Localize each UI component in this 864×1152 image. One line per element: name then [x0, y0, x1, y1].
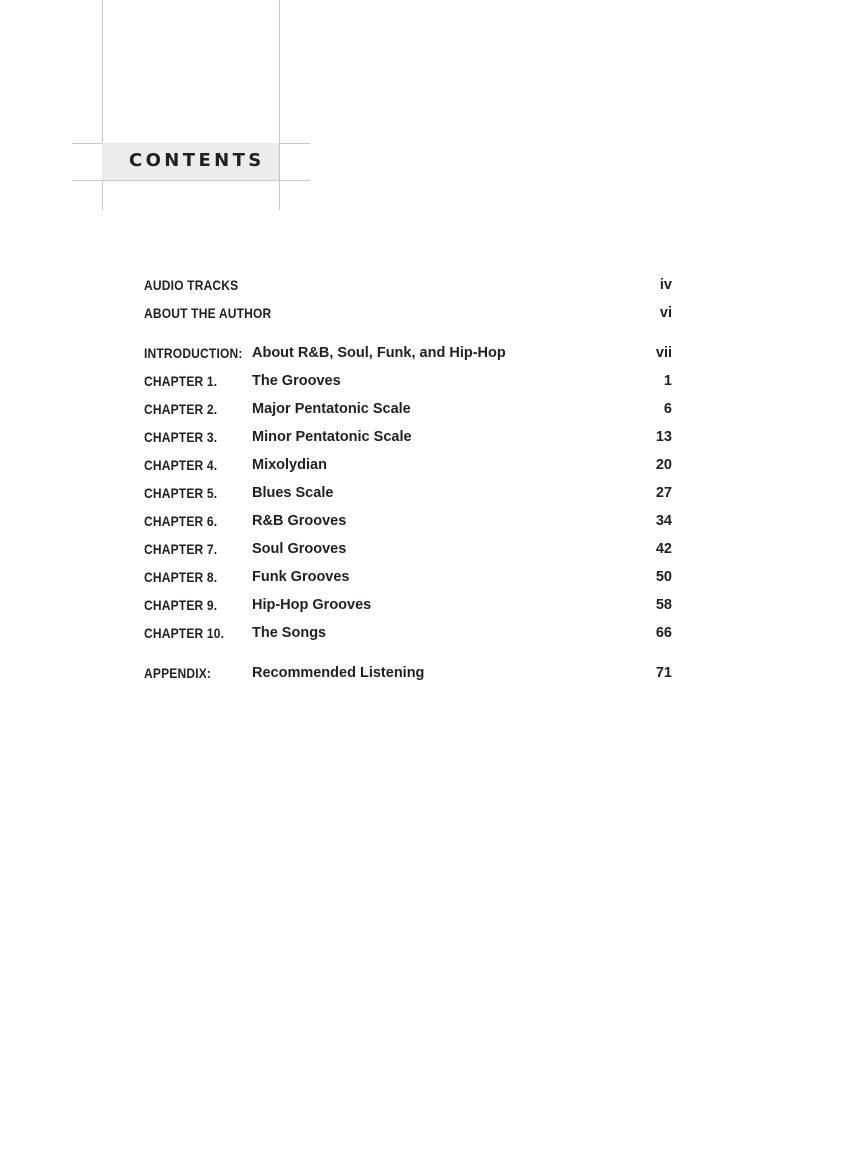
toc-entry-page: 6 — [663, 401, 672, 417]
toc-entry-title: Minor Pentatonic Scale — [252, 429, 412, 445]
toc-entry-label: CHAPTER 4. — [144, 457, 218, 473]
page-title: CONTENTS — [129, 150, 265, 171]
toc-entry-chapter-8 — [144, 569, 672, 591]
toc-entry-title: Funk Grooves — [252, 569, 350, 585]
toc-entry-title: The Grooves — [252, 373, 341, 389]
toc-entry-label: AUDIO TRACKS — [144, 277, 239, 293]
toc-entry-label: APPENDIX: — [144, 665, 212, 681]
toc-entry-appendix — [144, 665, 672, 687]
toc-entry-page: iv — [659, 277, 672, 293]
toc-entry-label: ABOUT THE AUTHOR — [144, 305, 272, 321]
toc-entry-page: 20 — [655, 457, 672, 473]
toc-entry-chapter-9 — [144, 597, 672, 619]
toc-entry-page: 50 — [655, 569, 672, 585]
toc-entry-title: About R&B, Soul, Funk, and Hip-Hop — [252, 345, 506, 361]
toc-entry-chapter-2 — [144, 401, 672, 423]
toc-entry-page: 42 — [655, 541, 672, 557]
toc-entry-title: Soul Grooves — [252, 541, 347, 557]
toc-entry-title: Mixolydian — [252, 457, 327, 473]
toc-entry-introduction — [144, 345, 672, 367]
frame-line-bottom — [72, 180, 310, 181]
toc-entry-label: CHAPTER 1. — [144, 373, 218, 389]
toc-entry-title: R&B Grooves — [252, 513, 347, 529]
toc-entry-page: 27 — [655, 485, 672, 501]
toc-entry-page: 66 — [655, 625, 672, 641]
toc-entry-page: 1 — [663, 373, 672, 389]
toc-entry-chapter-6 — [144, 513, 672, 535]
toc-entry-label: CHAPTER 8. — [144, 569, 218, 585]
toc-entry-label: INTRODUCTION: — [144, 345, 243, 361]
toc-entry-label: CHAPTER 9. — [144, 597, 218, 613]
toc-entry-chapter-3 — [144, 429, 672, 451]
toc-entry-audio-tracks — [144, 277, 672, 299]
toc-entry-label: CHAPTER 3. — [144, 429, 218, 445]
toc-entry-chapter-7 — [144, 541, 672, 563]
toc-entry-chapter-1 — [144, 373, 672, 395]
toc-entry-label: CHAPTER 5. — [144, 485, 218, 501]
toc-entry-label: CHAPTER 10. — [144, 625, 225, 641]
frame-line-right — [279, 0, 280, 210]
toc-entry-title: Blues Scale — [252, 485, 334, 501]
toc-entry-page: 13 — [655, 429, 672, 445]
toc-entry-about-author — [144, 305, 672, 327]
toc-entry-page: vii — [655, 345, 672, 361]
toc-entry-chapter-10 — [144, 625, 672, 647]
toc-entry-label: CHAPTER 2. — [144, 401, 218, 417]
toc-entry-chapter-5 — [144, 485, 672, 507]
toc-entry-page: vi — [659, 305, 672, 321]
toc-entry-title: The Songs — [252, 625, 327, 641]
toc-entry-chapter-4 — [144, 457, 672, 479]
toc-entry-label: CHAPTER 7. — [144, 541, 218, 557]
toc-entry-page: 34 — [655, 513, 672, 529]
toc-entry-title: Major Pentatonic Scale — [252, 401, 411, 417]
toc-entry-page: 71 — [655, 665, 672, 681]
toc-entry-label: CHAPTER 6. — [144, 513, 218, 529]
toc-entry-title: Hip-Hop Grooves — [252, 597, 372, 613]
toc-entry-page: 58 — [655, 597, 672, 613]
toc-entry-title: Recommended Listening — [252, 665, 425, 681]
